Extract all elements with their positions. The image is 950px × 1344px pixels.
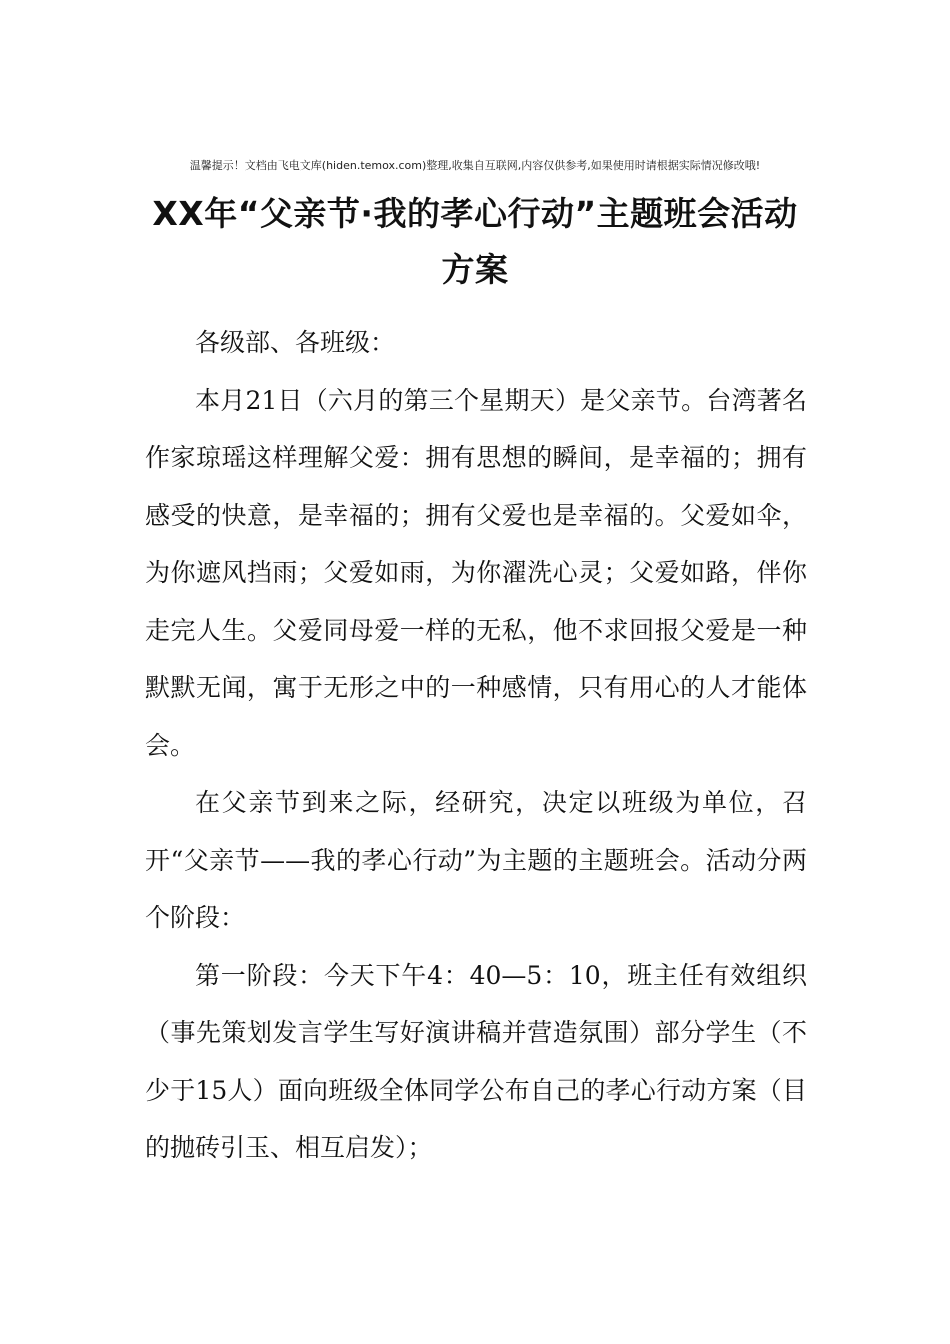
- document-body: [145, 314, 807, 1177]
- document-title: XX年“父亲节·我的孝心行动”主题班会活动方案: [152, 194, 798, 289]
- download-notice: 温馨提示！文档由飞电文库(hiden.temox.com)整理,收集自互联网,内容仅供参考,如果使用时请根据实际情况修改哦!: [189, 159, 761, 172]
- decision-paragraph: 在父亲节到来之际，经研究，决定以班级为单位，召开“父亲节——我的孝心行动”为主题的主题班会。活动分两个阶段：: [145, 788, 807, 932]
- intro-paragraph: 本月21日（六月的第三个星期天）是父亲节。台湾著名作家琼瑶这样理解父爱：拥有思想的瞬间，是幸福的；拥有感受的快意，是幸福的；拥有父爱也是幸福的。父爱如伞，为你遮风挡雨；父爱如雨，为你濯洗心灵；父爱如路，伴你走完人生。父爱同母爱一样的无私，他不求回报父爱是一种默默无闻，寓于无形之中的一种感情，只有用心的人才能体会。: [145, 385, 807, 760]
- salutation-paragraph: 各级部、各班级：: [195, 328, 396, 357]
- stage-one-paragraph: 第一阶段：今天下午4：40—5：10，班主任有效组织（事先策划发言学生写好演讲稿并营造氛围）部分学生（不少于15人）面向班级全体同学公布自己的孝心行动方案（目的抛砖引玉、相互启发）；: [145, 960, 807, 1162]
